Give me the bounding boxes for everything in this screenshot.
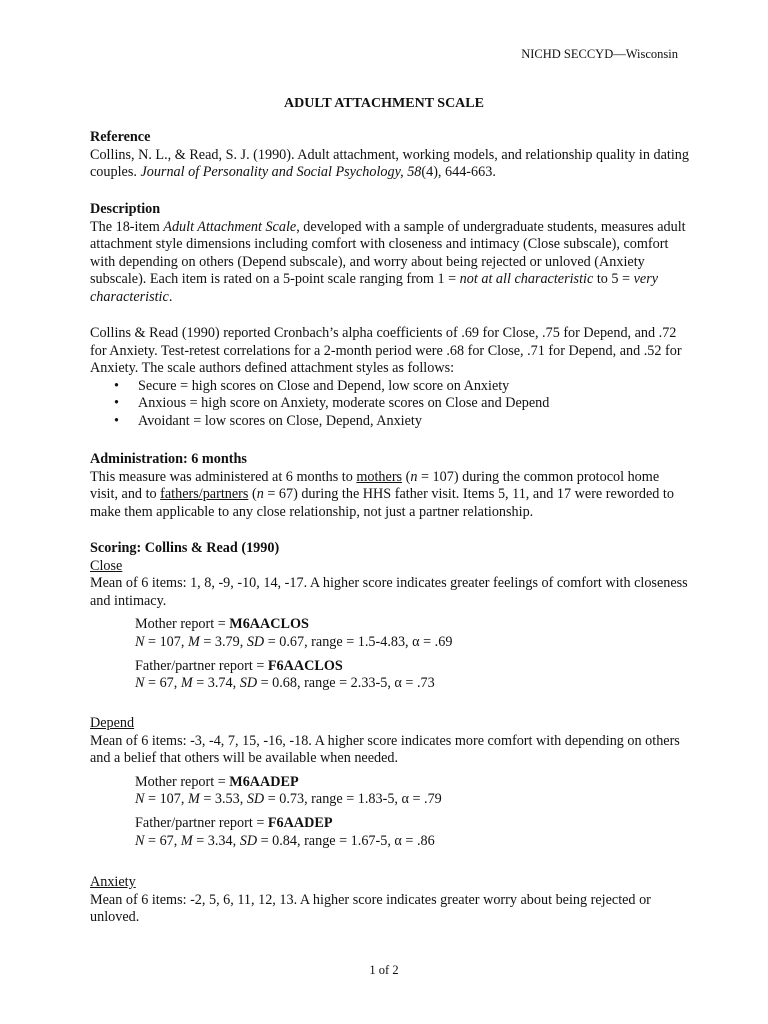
stat-symbol: SD <box>246 633 265 650</box>
stat-symbol: M <box>180 675 193 692</box>
close-mother-report <box>135 616 690 634</box>
description-section <box>90 201 690 307</box>
administration-section <box>90 451 690 521</box>
desc-text: to 5 = <box>596 271 631 288</box>
anxiety-subscale-label: Anxiety <box>90 874 136 890</box>
stat-symbol: N <box>135 791 145 808</box>
list-item: • Secure = high scores on Close and Depend, low score on Anxiety <box>114 378 690 396</box>
stat-value: = 3.53, <box>203 791 244 808</box>
stat-value: = 0.73, range = 1.83-5, α = .79 <box>267 791 442 808</box>
reference-section <box>90 129 690 182</box>
stat-value: = 3.34, <box>196 832 237 849</box>
desc-text: . <box>168 288 173 305</box>
running-header: NICHD SECCYD—Wisconsin <box>521 47 678 61</box>
stat-value: = 3.74, <box>196 675 237 692</box>
depend-subscale-label: Depend <box>90 715 135 731</box>
citation-issue: (4), 644-663. <box>421 164 496 181</box>
report-label: Mother report = <box>135 616 230 633</box>
desc-text: , developed with a sample of undergraduate students, measures adult attachment style dimensions including comfort with closeness and intimacy (Close subscale), comfort with depending on others (Depend subscale), and worry about being rejected or unloved (Anxiety subscale). Each item is rated on a 5-point scale ranging from 1 = <box>90 218 686 288</box>
scoring-heading: Scoring: Collins & Read (1990) <box>90 540 280 556</box>
n-symbol: n <box>410 468 418 485</box>
stat-symbol: N <box>135 633 145 650</box>
close-subscale-label: Close <box>90 557 123 574</box>
report-label: Father/partner report = <box>135 657 268 674</box>
stat-symbol: SD <box>239 675 258 692</box>
desc-text: The 18-item <box>90 218 160 235</box>
admin-text: = 107) during the common protocol home visit, and to <box>90 468 660 503</box>
administration-paragraph <box>90 469 690 522</box>
stat-symbol: M <box>180 832 193 849</box>
depend-description: Mean of 6 items: -3, -4, 7, 15, -16, -18. A higher score indicates more comfort with depending on others and a belief that others will be available when needed. <box>90 732 680 767</box>
variable-name: M6AACLOS <box>229 616 309 633</box>
admin-text: ( <box>251 486 257 503</box>
description-paragraph-1 <box>90 219 690 307</box>
scoring-section <box>90 540 690 693</box>
admin-text: ( <box>405 468 411 485</box>
admin-text: This measure was administered at 6 months to <box>90 468 353 485</box>
fathers-label: fathers/partners <box>160 486 249 503</box>
close-mother-stats <box>135 634 690 652</box>
description-paragraph-2: Collins & Read (1990) reported Cronbach’s alpha coefficients of .69 for Close, .75 for Depend, and .72 for Anxiety. Test-retest correlations for a 2-month period were .68 for Close, .71 for Depend, and .52 for Anxiety. The scale authors defined attachment styles as follows: <box>90 325 682 377</box>
page-title: ADULT ATTACHMENT SCALE <box>284 96 484 111</box>
depend-father-stats <box>135 833 690 851</box>
citation-journal: Journal of Personality and Social Psychology, 58 <box>140 164 422 181</box>
report-label: Mother report = <box>135 773 230 790</box>
stat-value: = 3.79, <box>203 633 244 650</box>
stat-value: = 107, <box>148 791 185 808</box>
depend-mother-report <box>135 774 690 792</box>
stat-value: = 67, <box>148 832 178 849</box>
stat-symbol: SD <box>246 791 265 808</box>
close-father-stats <box>135 675 690 693</box>
stat-value: = 0.68, range = 2.33-5, α = .73 <box>260 675 435 692</box>
variable-name: F6AACLOS <box>267 657 343 674</box>
variable-name: M6AADEP <box>229 773 299 790</box>
page-number: 1 of 2 <box>369 963 399 977</box>
reference-citation <box>90 147 690 182</box>
close-father-report <box>135 658 690 676</box>
scale-low-anchor: not at all characteristic <box>459 271 594 288</box>
depend-section <box>90 715 690 850</box>
attachment-styles-list <box>90 378 690 431</box>
anxiety-description: Mean of 6 items: -2, 5, 6, 11, 12, 13. A higher score indicates greater worry about being rejected or unloved. <box>90 891 651 926</box>
stat-value: = 67, <box>148 675 178 692</box>
depend-mother-stats <box>135 791 690 809</box>
reliability-section <box>90 325 690 431</box>
n-symbol: n <box>256 486 264 503</box>
close-description: Mean of 6 items: 1, 8, -9, -10, 14, -17. A higher score indicates greater feelings of comfort with closeness and intimacy. <box>90 575 688 609</box>
reference-heading: Reference <box>90 129 151 145</box>
stat-symbol: N <box>135 675 145 692</box>
citation-authors: Collins, N. L., & Read, S. J. (1990). Adult attachment, working models, and relationship quality in dating couples. <box>90 146 689 181</box>
anxiety-section <box>90 874 690 927</box>
stat-symbol: M <box>187 791 200 808</box>
list-item: • Avoidant = low scores on Close, Depend, Anxiety <box>114 413 690 431</box>
mothers-label: mothers <box>356 468 403 485</box>
stat-symbol: M <box>187 633 200 650</box>
variable-name: F6AADEP <box>267 814 333 831</box>
scale-high-anchor: very characteristic <box>90 271 659 305</box>
admin-text: = 67) during the HHS father visit. Items 5, 11, and 17 were reworded to make them applicable to any close relationship, not just a partner relationship. <box>90 486 674 520</box>
description-heading: Description <box>90 201 161 217</box>
stat-value: = 0.84, range = 1.67-5, α = .86 <box>260 832 435 849</box>
stat-symbol: SD <box>239 832 258 849</box>
report-label: Father/partner report = <box>135 814 268 831</box>
administration-heading: Administration: 6 months <box>90 451 247 467</box>
stat-value: = 107, <box>148 633 185 650</box>
stat-symbol: N <box>135 832 145 849</box>
stat-value: = 0.67, range = 1.5-4.83, α = .69 <box>267 633 453 650</box>
list-item: • Anxious = high score on Anxiety, moderate scores on Close and Depend <box>114 395 690 413</box>
depend-father-report <box>135 815 690 833</box>
scale-name: Adult Attachment Scale <box>163 218 297 235</box>
